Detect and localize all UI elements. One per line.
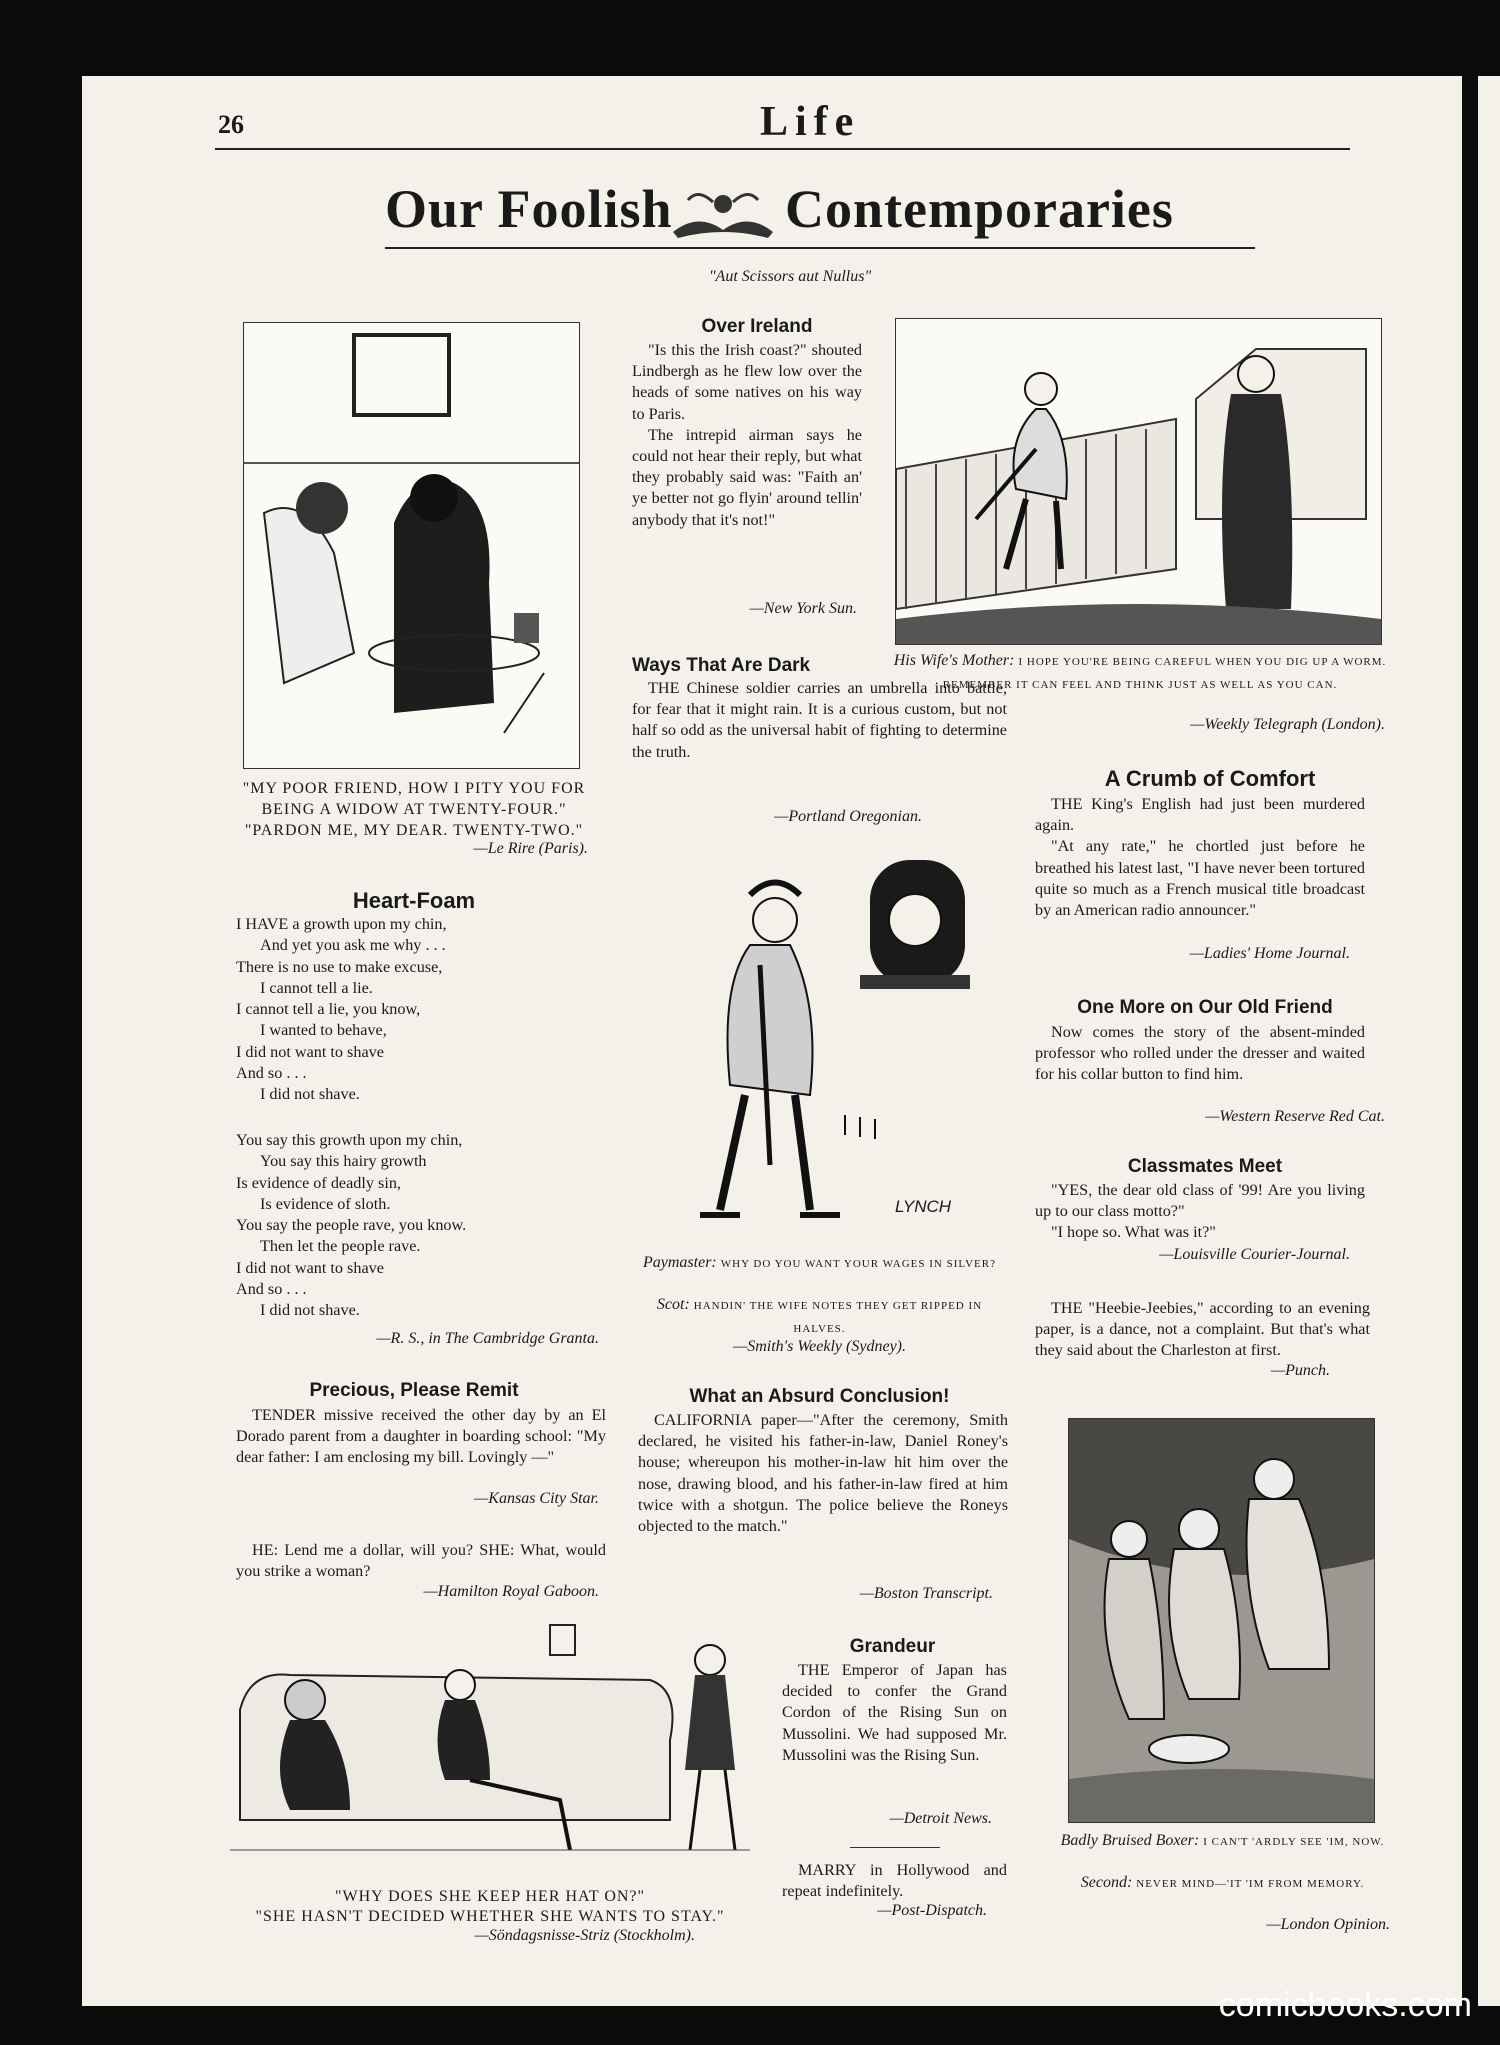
dark-text: THE Chinese soldier carries an umbrella into battle, for fear that it might rain. It is a curious custom, but not half so odd as the universal habit of fighting to determine the truth. <box>632 679 1007 761</box>
he-she-text: HE: Lend me a dollar, will you? SHE: What, would you strike a woman? <box>236 1541 606 1581</box>
marry-text: MARRY in Hollywood and repeat indefinitely. <box>782 1861 1007 1901</box>
cartoon4-caption-1: "WHY DOES SHE KEEP HER HAT ON?" <box>334 1888 646 1905</box>
poem-source: —R. S., in The Cambridge Granta. <box>376 1330 599 1347</box>
cartoon-bruised-boxer <box>1068 1418 1375 1823</box>
marry-source: —Post-Dispatch. <box>877 1902 987 1919</box>
next-page-edge <box>1478 76 1500 2006</box>
grandeur-title: Grandeur <box>849 1636 936 1657</box>
banner-title-right: Contemporaries <box>785 179 1174 239</box>
cupid-ornament-icon <box>668 182 778 242</box>
cartoon2-caption: His Wife's Mother: I HOPE YOU'RE BEING CAREFUL WHEN YOU DIG UP A WORM. REMEMBER IT CAN FEEL AND THINK JUST AS WELL AS YOU CAN. <box>893 652 1387 691</box>
page-number: 26 <box>218 110 244 139</box>
ireland-source: —New York Sun. <box>749 600 857 617</box>
divider <box>850 1847 940 1848</box>
remit-title: Precious, Please Remit <box>309 1380 519 1401</box>
cartoon1-caption-3: "PARDON ME, MY DEAR. TWENTY-TWO." <box>244 822 584 839</box>
banner-title-left: Our Foolish <box>385 179 673 239</box>
cartoon-garden-worm <box>895 318 1382 645</box>
header-rule <box>215 148 1350 150</box>
cartoon-two-women <box>243 322 580 769</box>
ireland-text: "Is this the Irish coast?" shouted Lindbergh as he flew low over the heads of some natives on his way to Paris. The intrepid airman says he could not hear their reply, but what they probably said was: "Faith an' ye better not go flyin' around tellin' anybody that it's not!" <box>632 341 862 529</box>
friend-source: —Western Reserve Red Cat. <box>1205 1108 1385 1125</box>
ireland-title: Over Ireland <box>701 316 813 337</box>
banner-rule <box>385 247 1255 249</box>
dark-title: Ways That Are Dark <box>632 655 811 676</box>
cartoon3-source: —Smith's Weekly (Sydney). <box>733 1338 906 1355</box>
class-text: "YES, the dear old class of '99! Are you living up to our class motto?" "I hope so. What was it?" <box>1035 1181 1365 1242</box>
heebie-source: —Punch. <box>1270 1362 1330 1379</box>
class-title: Classmates Meet <box>1127 1156 1283 1177</box>
absurd-text: CALIFORNIA paper—"After the ceremony, Smith declared, he visited his father-in-law, Daniel Roney's house; whereupon his mother-in-law hit him over the nose, drawing blood, and his father-in-law fired at him twice with a shotgun. The police believe the Roneys objected to the match." <box>638 1411 1008 1536</box>
cartoon-women-sofa <box>230 1620 750 1875</box>
remit-text: TENDER missive received the other day by an El Dorado parent from a daughter in boarding school: "My dear father: I am enclosing my bill. Lovingly —" <box>236 1406 606 1467</box>
grandeur-source: —Detroit News. <box>889 1810 992 1827</box>
poem-stanza-2: You say this growth upon my chin, You say this hairy growth Is evidence of deadly sin, Is evidence of sloth. You say the people rave, you know. Then let the people rave. I did not want to shave And so . . . I did not shave. <box>236 1131 467 1320</box>
boxer-source: —London Opinion. <box>1266 1916 1390 1933</box>
boxer-caption-1: Badly Bruised Boxer: I CAN'T 'ARDLY SEE 'IM, NOW. <box>1060 1832 1385 1849</box>
heebie-text: THE "Heebie-Jeebies," according to an evening paper, is a dance, not a complaint. But that's what they said about the Charleston at first. <box>1035 1299 1370 1360</box>
remit-source: —Kansas City Star. <box>474 1490 599 1507</box>
cartoon4-caption-2: "SHE HASN'T DECIDED WHETHER SHE WANTS TO STAY." <box>255 1908 725 1925</box>
motto: "Aut Scissors aut Nullus" <box>708 268 872 285</box>
poem-title: Heart-Foam <box>352 888 476 913</box>
class-source: —Louisville Courier-Journal. <box>1159 1246 1350 1263</box>
cartoon-paymaster-scot <box>660 855 1000 1245</box>
cartoon3-line2: Scot: HANDIN' THE WIFE NOTES THEY GET RIPPED IN HALVES. <box>656 1296 983 1335</box>
crumb-text: THE King's English had just been murdered again. "At any rate," he chortled just before he breathed his latest last, "I have never been tortured quite so much as a French musical title broadcast by an American radio announcer." <box>1035 795 1365 920</box>
absurd-title: What an Absurd Conclusion! <box>689 1386 950 1407</box>
grandeur-text: THE Emperor of Japan has decided to confer the Grand Cordon of the Rising Sun on Mussolini. We had supposed Mr. Mussolini was the Rising Sun. <box>782 1661 1007 1764</box>
poem-stanza-1: I HAVE a growth upon my chin, And yet you ask me why . . . There is no use to make excuse, I cannot tell a lie. I cannot tell a lie, you know, I wanted to behave, I did not want to shave And so . . . I did not shave. <box>236 915 447 1104</box>
masthead: Life <box>760 99 861 145</box>
watermark: comicbooks.com <box>1218 1986 1472 2024</box>
cartoon1-caption-2: BEING A WIDOW AT TWENTY-FOUR." <box>261 801 567 818</box>
cartoon3-signature: LYNCH <box>895 1197 952 1216</box>
crumb-title: A Crumb of Comfort <box>1104 766 1316 791</box>
friend-text: Now comes the story of the absent-minded professor who rolled under the dresser and waited for his collar button to find him. <box>1035 1023 1365 1084</box>
cartoon1-caption-1: "MY POOR FRIEND, HOW I PITY YOU FOR <box>242 780 586 797</box>
cartoon4-source: —Söndagsnisse-Striz (Stockholm). <box>474 1927 695 1944</box>
cartoon3-line1: Paymaster: WHY DO YOU WANT YOUR WAGES IN SILVER? <box>643 1254 996 1271</box>
friend-title: One More on Our Old Friend <box>1077 997 1333 1018</box>
cartoon1-source: —Le Rire (Paris). <box>473 840 588 857</box>
cartoon2-source: —Weekly Telegraph (London). <box>1190 716 1385 733</box>
absurd-source: —Boston Transcript. <box>859 1585 993 1602</box>
boxer-caption-2: Second: NEVER MIND—'IT 'IM FROM MEMORY. <box>1080 1874 1365 1891</box>
he-she-source: —Hamilton Royal Gaboon. <box>423 1583 599 1600</box>
dark-source: —Portland Oregonian. <box>774 808 922 825</box>
crumb-source: —Ladies' Home Journal. <box>1189 945 1350 962</box>
